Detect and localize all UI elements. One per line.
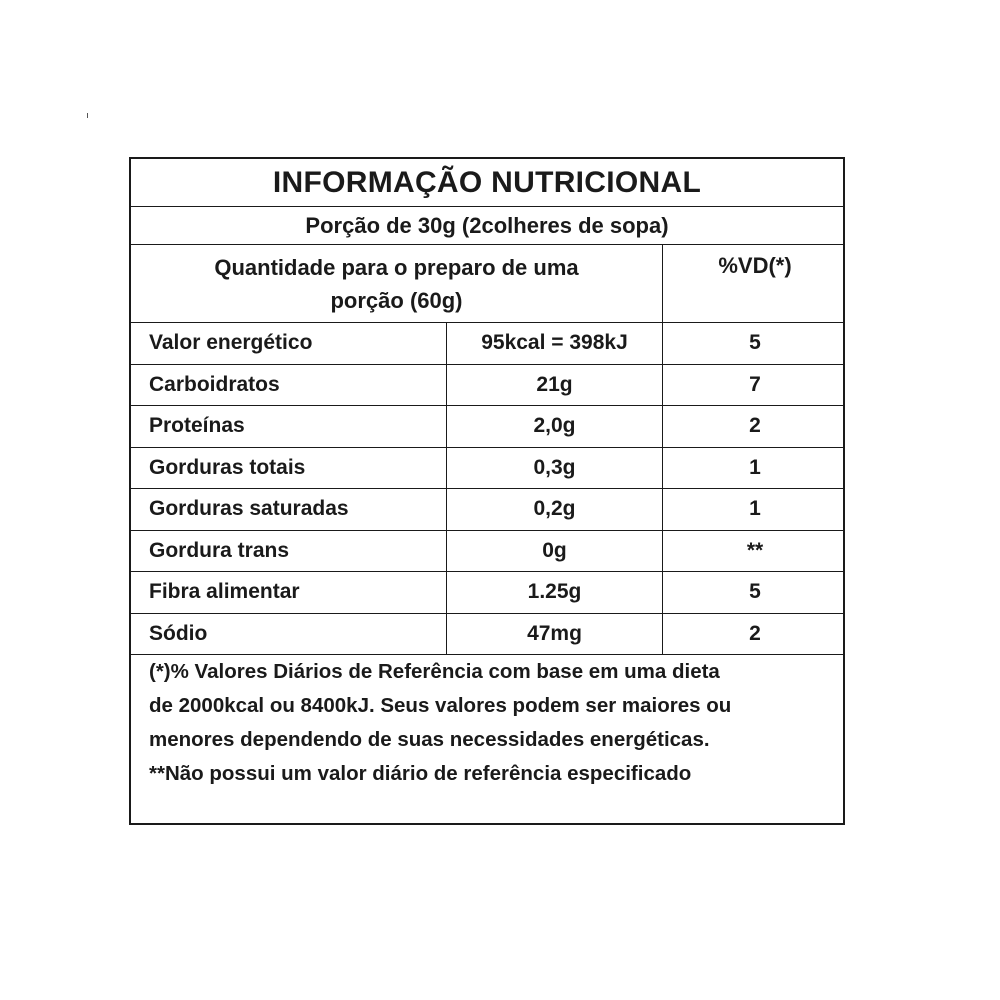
nutrient-name: Proteínas [131, 406, 447, 447]
table-header-row [131, 245, 843, 323]
quantity-header [131, 245, 663, 322]
footnote-line: menores dependendo de suas necessidades energéticas. [149, 728, 710, 751]
label-title: INFORMAÇÃO NUTRICIONAL [272, 165, 702, 199]
footnote-line: **Não possui um valor diário de referência especificado [149, 762, 692, 785]
quantity-header-line1: Quantidade para o preparo de uma [214, 255, 579, 280]
table-row [131, 323, 843, 365]
nutrient-amount: 95kcal = 398kJ [447, 323, 663, 364]
nutrient-vd: 2 [749, 621, 761, 645]
table-row [131, 448, 843, 490]
footnote-line: (*)% Valores Diários de Referência com base em uma dieta [149, 660, 720, 683]
nutrient-name: Fibra alimentar [131, 572, 447, 613]
nutrient-name: Carboidratos [131, 365, 447, 406]
nutrient-amount: 2,0g [447, 406, 663, 447]
table-row [131, 572, 843, 614]
nutrient-vd: 1 [749, 455, 761, 479]
vd-header [663, 245, 847, 322]
nutrient-amount: 21g [447, 365, 663, 406]
nutrient-vd: ** [746, 538, 764, 562]
nutrient-vd: 2 [749, 414, 761, 438]
footnote [149, 655, 829, 791]
vd-header-text: %VD(*) [718, 253, 792, 278]
table-row [131, 531, 843, 573]
stray-mark [87, 113, 88, 118]
nutrient-name: Gorduras totais [131, 448, 447, 489]
footnote-line: de 2000kcal ou 8400kJ. Seus valores podem ser maiores ou [149, 694, 732, 717]
nutrient-name: Valor energético [131, 323, 447, 364]
nutrient-amount: 1.25g [447, 572, 663, 613]
portion-text: Porção de 30g (2colheres de sopa) [305, 212, 669, 238]
table-row [131, 365, 843, 407]
nutrient-vd: 7 [749, 372, 761, 396]
nutrient-amount: 0g [447, 531, 663, 572]
table-row [131, 489, 843, 531]
portion-row [131, 207, 843, 245]
nutrient-amount: 47mg [447, 614, 663, 655]
nutrient-vd: 5 [749, 580, 761, 604]
nutrient-name: Sódio [131, 614, 447, 655]
nutrient-name: Gorduras saturadas [131, 489, 447, 530]
table-row [131, 406, 843, 448]
table-row [131, 614, 843, 656]
nutrient-vd: 1 [749, 497, 761, 521]
nutrient-vd: 5 [749, 331, 761, 355]
label-title-row [131, 159, 843, 207]
nutrition-label [129, 157, 845, 825]
quantity-header-line2: porção (60g) [330, 288, 463, 313]
nutrient-table [131, 323, 843, 655]
nutrient-amount: 0,2g [447, 489, 663, 530]
nutrient-name: Gordura trans [131, 531, 447, 572]
nutrient-amount: 0,3g [447, 448, 663, 489]
